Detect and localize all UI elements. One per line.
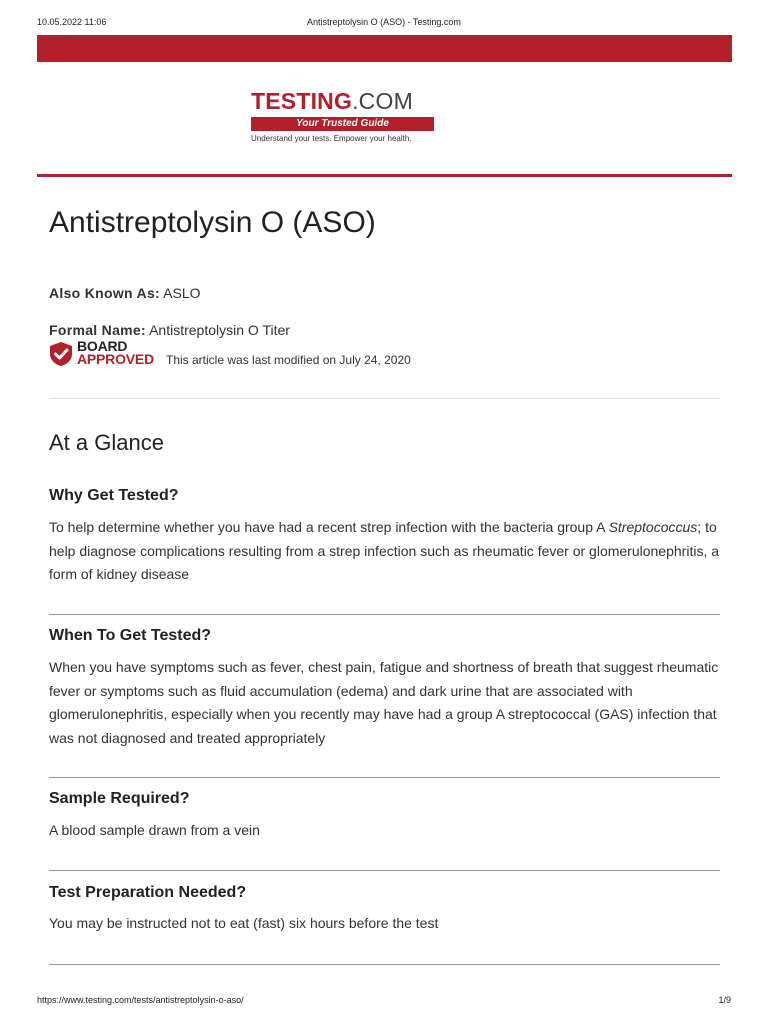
sample-required-answer: A blood sample drawn from a vein (49, 822, 260, 838)
sample-required-heading: Sample Required? (49, 790, 190, 807)
testing-com-logo[interactable] (251, 89, 436, 151)
badge-line-approved: APPROVED (77, 351, 154, 367)
why-answer-italic: Streptococcus (608, 519, 698, 535)
section-separator (49, 777, 720, 778)
print-footer (37, 995, 731, 1009)
shield-check-icon (48, 341, 74, 367)
section-separator (49, 964, 720, 965)
when-to-get-tested-heading: When To Get Tested? (49, 627, 212, 644)
badge-line-board: BOARD (77, 338, 128, 354)
why-get-tested-heading: Why Get Tested? (49, 487, 179, 504)
logo-wordmark (251, 89, 436, 113)
page-title: Antistreptolysin O (ASO) (49, 206, 376, 239)
logo-brand: TESTING (251, 88, 353, 114)
page-url[interactable]: https://www.testing.com/tests/antistreptolysin-o-aso/ (37, 995, 244, 1005)
last-modified-note: This article was last modified on July 24, 2020 (166, 353, 411, 367)
section-separator (49, 614, 720, 615)
also-known-as-label: Also Known As: (49, 285, 161, 301)
meta-divider (49, 398, 720, 399)
section-separator (49, 870, 720, 871)
print-date: 10.05.2022 11:06 (37, 17, 107, 27)
also-known-as (49, 285, 201, 301)
print-header (37, 17, 731, 31)
why-answer-part1: To help determine whether you have had a recent strep infection with the bacteria group A (49, 519, 609, 535)
test-preparation-answer: You may be instructed not to eat (fast) six hours before the test (49, 915, 439, 931)
logo-tld: .COM (352, 88, 413, 114)
when-to-get-tested-answer: When you have symptoms such as fever, chest pain, fatigue and shortness of breath that suggest rheumatic fever or symptoms such as fluid accumulation (edema) and dark urine that are associated with glomerulonephritis, especially when you recently may have had a group A streptococcal (GAS) infection that was not diagnosed and treated appropriately (49, 659, 719, 746)
formal-name-label: Formal Name: (49, 322, 146, 338)
at-a-glance-heading: At a Glance (49, 430, 164, 455)
logo-band: Your Trusted Guide (251, 117, 434, 131)
board-approved-badge[interactable] (48, 340, 163, 368)
header-divider (37, 174, 732, 177)
test-preparation-heading: Test Preparation Needed? (49, 884, 247, 901)
page-number: 1/9 (718, 995, 731, 1005)
formal-name-value: Antistreptolysin O Titer (149, 322, 290, 338)
why-answer-part2: ; to help diagnose complications resulting from a strep infection such as rheumatic fever or glomerulonephritis, a form of kidney disease (49, 519, 720, 582)
formal-name (49, 322, 290, 338)
badge-text (77, 340, 154, 366)
why-get-tested-answer (49, 516, 724, 587)
print-document-title: Antistreptolysin O (ASO) - Testing.com (307, 17, 461, 27)
top-brand-bar (37, 35, 732, 62)
logo-tagline: Understand your tests. Empower your health. (251, 134, 412, 143)
also-known-as-value: ASLO (163, 285, 201, 301)
